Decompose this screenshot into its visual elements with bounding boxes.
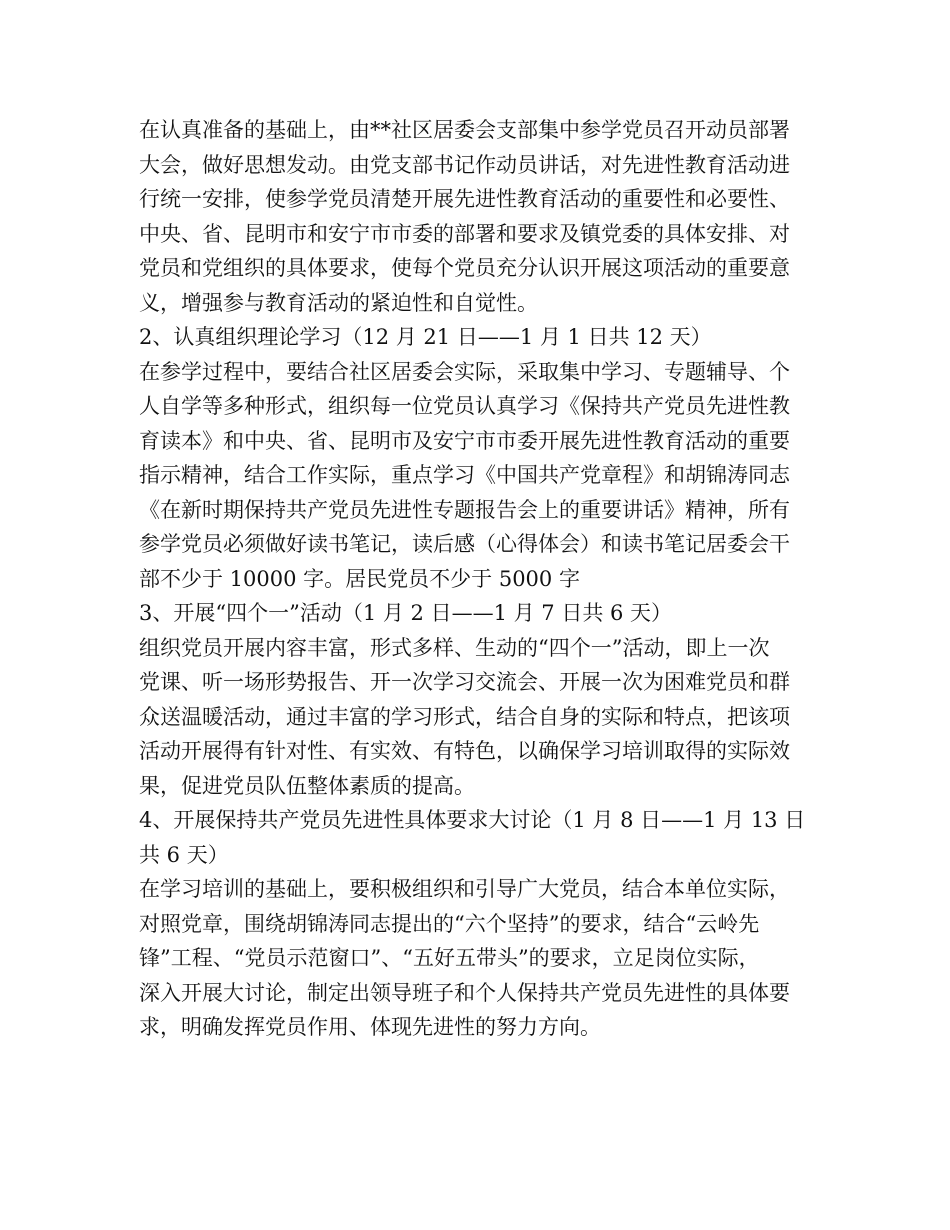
section-heading-3: 3、开展“四个一”活动（1 月 2 日——1 月 7 日共 6 天） xyxy=(139,601,673,625)
text-line-25: 锋”工程、“党员示范窗口”、“五好五带头”的要求，立足岗位实际， xyxy=(139,946,760,970)
text-line-26: 深入开展大讨论，制定出领导班子和个人保持共产党员先进性的具体要 xyxy=(139,980,790,1005)
text-line-17: 党课、听一场形势报告、开一次学习交流会、开展一次为困难党员和群 xyxy=(139,670,790,694)
document-body xyxy=(139,113,819,1045)
section-heading-2: 2、认真组织理论学习（12 月 21 日——1 月 1 日共 12 天） xyxy=(139,325,712,349)
text-line-14: 部不少于 10000 字。居民党员不少于 5000 字 xyxy=(139,566,580,591)
text-line-18: 众送温暖活动，通过丰富的学习形式，结合自身的实际和特点，把该项 xyxy=(139,704,790,729)
section-heading-4: 4、开展保持共产党员先进性具体要求大讨论（1 月 8 日——1 月 13 日 xyxy=(139,808,806,832)
text-line-5: 党员和党组织的具体要求，使每个党员充分认识开展这项活动的重要意 xyxy=(139,256,790,280)
text-line-4: 中央、省、昆明市和安宁市市委的部署和要求及镇党委的具体安排、对 xyxy=(139,221,790,246)
text-line-6: 义，增强参与教育活动的紧迫性和自觉性。 xyxy=(139,290,538,315)
text-line-27: 求，明确发挥党员作用、体现先进性的努力方向。 xyxy=(139,1015,601,1039)
text-line-23: 在学习培训的基础上，要积极组织和引导广大党员，结合本单位实际， xyxy=(139,877,790,901)
text-line-9: 人自学等多种形式，组织每一位党员认真学习《保持共产党员先进性教 xyxy=(139,394,790,418)
text-line-24: 对照党章，围绕胡锦涛同志提出的“六个坚持”的要求，结合“云岭先 xyxy=(139,911,760,936)
text-line-20: 果，促进党员队伍整体素质的提高。 xyxy=(139,773,475,798)
text-line-13: 参学党员必须做好读书笔记，读后感（心得体会）和读书笔记居委会干 xyxy=(139,532,790,556)
text-line-12: 《在新时期保持共产党员先进性专题报告会上的重要讲话》精神，所有 xyxy=(139,497,790,522)
text-line-8: 在参学过程中，要结合社区居委会实际，采取集中学习、专题辅导、个 xyxy=(139,359,790,384)
text-line-16: 组织党员开展内容丰富，形式多样、生动的“四个一”活动，即上一次 xyxy=(139,635,770,660)
text-line-11: 指示精神，结合工作实际，重点学习《中国共产党章程》和胡锦涛同志 xyxy=(139,463,790,487)
text-line-1: 在认真准备的基础上，由**社区居委会支部集中参学党员召开动员部署 xyxy=(139,118,790,142)
section-heading-4-cont: 共 6 天） xyxy=(139,842,229,867)
text-line-10: 育读本》和中央、省、昆明市及安宁市市委开展先进性教育活动的重要 xyxy=(139,428,790,453)
text-line-3: 行统一安排，使参学党员清楚开展先进性教育活动的重要性和必要性、 xyxy=(139,187,790,211)
text-line-2: 大会，做好思想发动。由党支部书记作动员讲话，对先进性教育活动进 xyxy=(139,152,790,177)
text-line-19: 活动开展得有针对性、有实效、有特色，以确保学习培训取得的实际效 xyxy=(139,739,790,763)
